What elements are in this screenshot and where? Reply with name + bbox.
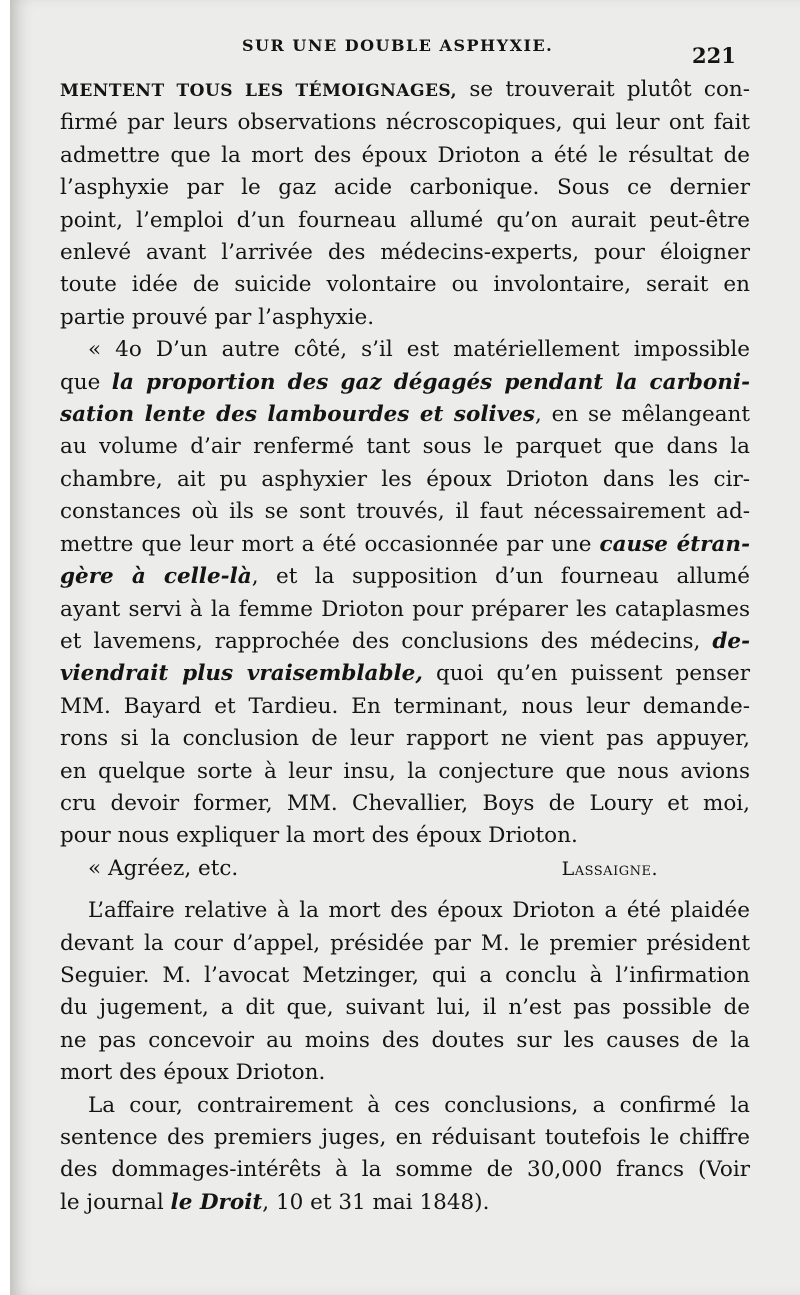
text-fragment: , et la supposition d’un fourneau allumé xyxy=(251,564,750,590)
text-line xyxy=(60,529,750,561)
text-fragment: quoi qu’en puissent penser xyxy=(422,661,750,687)
text-line: constances où ils se sont trouvés, il faut nécessairement ad- xyxy=(60,499,750,525)
text-line: enlevé avant l’arrivée des médecins-experts, pour éloigner xyxy=(60,240,750,266)
running-title: SUR UNE DOUBLE ASPHYXIE. xyxy=(242,36,554,55)
text-line xyxy=(60,658,750,690)
text-line: partie prouvé par l’asphyxie. xyxy=(60,304,375,330)
italic-text: la proportion des gaz dégagés pendant la carboni- xyxy=(111,369,750,395)
text-line: devant la cour d’appel, présidée par M. le premier président xyxy=(60,930,750,956)
text-line: « 4o D’un autre côté, s’il est matériellement impossible xyxy=(88,337,750,363)
text-line: admettre que la mort des époux Drioton a été le résultat de xyxy=(60,142,750,168)
text-line: des dommages-intérêts à la somme de 30,000 francs (Voir xyxy=(60,1157,750,1183)
text-fragment: que xyxy=(60,369,112,395)
small-caps-text: MENTENT TOUS LES TÉMOIGNAGES, xyxy=(60,81,458,101)
italic-text: sation lente des lambourdes et solives xyxy=(60,402,535,428)
italic-text: de- xyxy=(712,628,750,654)
paragraph-3 xyxy=(60,895,750,1089)
text-line: Seguier. M. l’avocat Metzinger, qui a conclu à l’infirmation xyxy=(60,962,750,988)
text-line xyxy=(60,626,750,658)
text-line: firmé par leurs observations nécroscopiques, qui leur ont fait xyxy=(60,110,750,136)
book-page xyxy=(10,0,800,1295)
text-line: toute idée de suicide volontaire ou involontaire, serait en xyxy=(60,272,750,298)
italic-text: gère à celle-là xyxy=(60,564,252,590)
text-line xyxy=(60,74,750,107)
text-fragment: mettre que leur mort a été occasionnée par une xyxy=(60,531,600,557)
text-fragment: le journal xyxy=(60,1189,171,1215)
text-line: ne pas concevoir au moins des doutes sur les causes de la xyxy=(60,1027,750,1053)
page-body xyxy=(60,74,750,1219)
text-line: point, l’emploi d’un fourneau allumé qu’on aurait peut-être xyxy=(60,207,750,233)
text-line xyxy=(60,367,750,399)
text-line: L’affaire relative à la mort des époux Drioton a été plaidée xyxy=(88,898,750,924)
text-line: chambre, ait pu asphyxier les époux Drioton dans les cir- xyxy=(60,466,750,492)
paragraph-2 xyxy=(60,334,750,853)
text-fragment: , 10 et 31 mai 1848). xyxy=(262,1189,490,1215)
paragraph-4 xyxy=(60,1090,750,1220)
text-line: du jugement, a dit que, suivant lui, il n’est pas possible de xyxy=(60,995,750,1021)
text-line: MM. Bayard et Tardieu. En terminant, nous leur demande- xyxy=(60,693,750,719)
text-line xyxy=(60,1187,750,1219)
text-line xyxy=(60,561,750,593)
text-line: l’asphyxie par le gaz acide carbonique. Sous ce dernier xyxy=(60,175,750,201)
text-line: ayant servi à la femme Drioton pour préparer les cataplasmes xyxy=(60,596,750,622)
paragraph-gap xyxy=(60,885,750,895)
paragraph-1 xyxy=(60,74,750,334)
text-fragment: se trouverait plutôt con- xyxy=(457,77,750,102)
text-line: La cour, contrairement à ces conclusions, a confirmé la xyxy=(88,1092,750,1118)
text-line: en quelque sorte à leur insu, la conjecture que nous avions xyxy=(60,758,750,784)
italic-text: le Droit xyxy=(170,1189,263,1215)
text-line xyxy=(60,399,750,431)
text-line: cru devoir former, MM. Chevallier, Boys de Loury et moi, xyxy=(60,790,750,816)
italic-text: viendrait plus vraisemblable, xyxy=(60,661,423,687)
italic-text: cause étran- xyxy=(599,531,750,557)
signature: Lassaigne. xyxy=(561,857,658,880)
page-number: 221 xyxy=(692,43,736,68)
text-line: sentence des premiers juges, en réduisant toutefois le chiffre xyxy=(60,1125,750,1150)
salutation: « Agréez, etc. xyxy=(88,855,239,881)
text-line: rons si la conclusion de leur rapport ne vient pas appuyer, xyxy=(60,726,750,752)
text-line: mort des époux Drioton. xyxy=(60,1060,326,1086)
text-line: pour nous expliquer la mort des époux Drioton. xyxy=(60,823,578,849)
closing-line xyxy=(60,853,750,885)
text-fragment: , en se mêlangeant xyxy=(534,402,750,428)
text-line: au volume d’air renfermé tant sous le parquet que dans la xyxy=(60,434,750,460)
text-fragment: et lavemens, rapprochée des conclusions des médecins, xyxy=(60,628,713,654)
